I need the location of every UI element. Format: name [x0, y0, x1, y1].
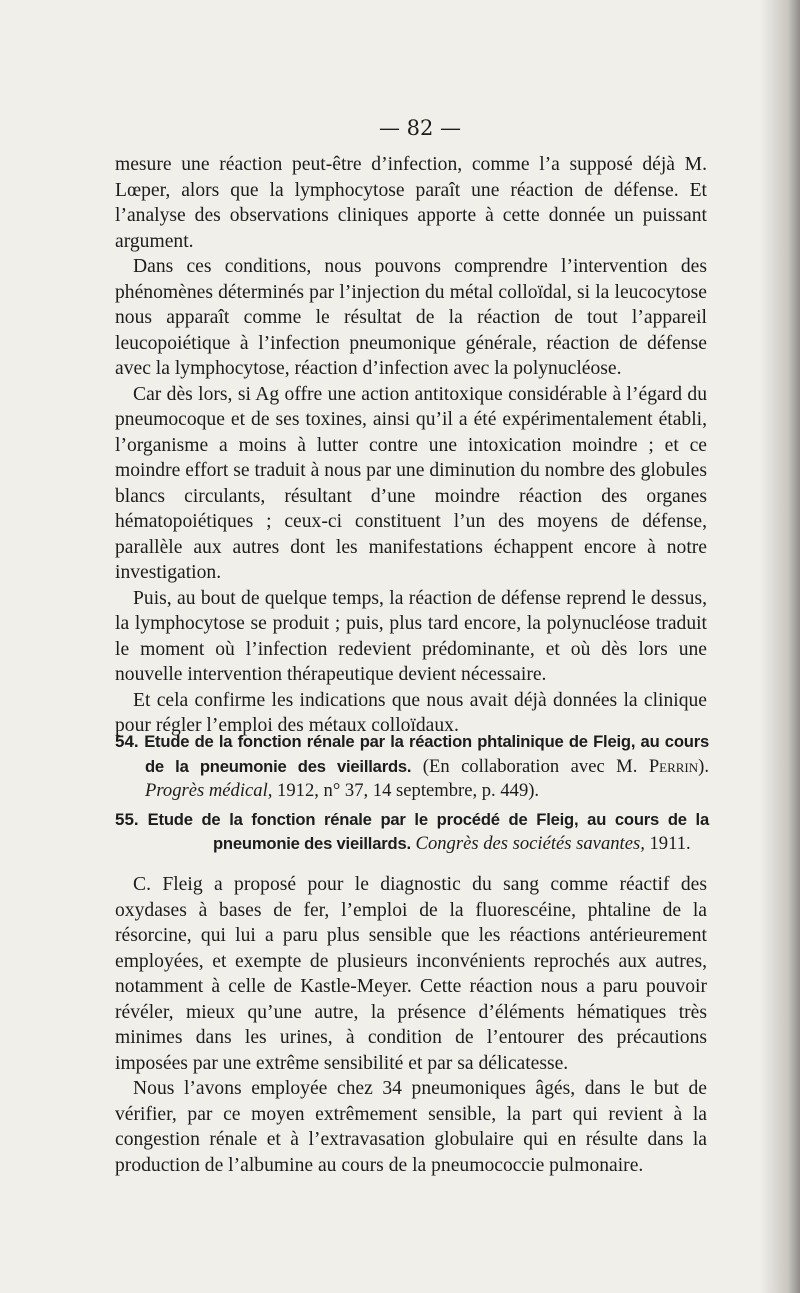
publication-journal: Progrès médical, — [145, 780, 273, 801]
publication-collab-prefix: (En collaboration avec M. — [422, 755, 638, 777]
paragraph: Et cela confirme les indications que nous avait déjà données la clinique pour régler l’emploi des métaux colloïdaux. — [115, 689, 707, 736]
section-1-text — [115, 152, 707, 739]
publication-journal: Congrès des sociétés savantes, — [415, 833, 645, 854]
publication-citation: 1912, n° 37, 14 septembre, p. 449). — [277, 780, 540, 801]
paragraph: Dans ces conditions, nous pouvons comprendre l’intervention des phénomènes déterminés par l’injection du métal colloïdal, si la leucocytose nous apparaît comme le résultat de la réaction de tout l’appareil leucopoiétique à l’infection pneumonique générale, réaction de défense avec la lymphocytose, réaction d’infection avec la polynucléose. — [115, 256, 707, 379]
paragraph: Nous l’avons employée chez 34 pneumoniques âgés, dans le but de vérifier, par ce moyen extrêmement sensible, la part qui revient à la congestion rénale et à l’extravasation globulaire qui en résulte dans la production de l’albumine au cours de la pneumococcie pulmonaire. — [115, 1078, 707, 1176]
publication-collab-name: Perrin — [648, 755, 699, 777]
publication-title: Etude de la fonction rénale par la réaction phtalinique de Fleig, au cours de la pneumonie des vieillards. — [144, 732, 709, 776]
page-number: — 82 — — [378, 116, 462, 140]
paragraph: Car dès lors, si Ag offre une action antitoxique considérable à l’égard du pneumocoque et de ses toxines, ainsi qu’il a été expérimentalement établi, l’organisme a moins à lutter contre une intoxication moindre ; et ce moindre effort se traduit à nous par une diminution du nombre des globules blancs circulants, résultant d’une moindre réaction des organes hématopoiétiques ; ceux-ci constituent l’un des moyens de défense, parallèle aux autres dont les manifestations échappent encore à notre investigation. — [115, 383, 707, 583]
publication-number: 55. — [115, 809, 139, 829]
publication-list — [115, 730, 709, 861]
section-2-text — [115, 872, 707, 1178]
publication-title: Etude de la fonction rénale par le procédé de Fleig, au cours de la pneumonie des vieillards. — [147, 809, 709, 853]
publication-entry-55 — [115, 808, 709, 857]
publication-collab-suffix: ). — [698, 755, 709, 777]
page-edge-shadow — [760, 0, 800, 1293]
publication-citation: 1911. — [649, 833, 691, 854]
publication-entry-54 — [115, 730, 709, 804]
paragraph: C. Fleig a proposé pour le diagnostic du sang comme réactif des oxydases à bases de fer, l’emploi de la fluorescéine, phtaline de la résorcine, qui lui a paru plus sensible que les réactions antérieurement employées, et exempte de plusieurs inconvénients reprochés aux autres, notamment à celle de Kastle-Meyer. Cette réaction nous a paru pouvoir révéler, mieux qu’une autre, la présence d’éléments hématiques très minimes dans les urines, à condition de l’entourer des précautions imposées par une extrême sensibilité et par sa délicatesse. — [115, 874, 707, 1074]
publication-number: 54. — [115, 732, 139, 751]
paragraph: mesure une réaction peut-être d’infection, comme l’a supposé déjà M. Lœper, alors que la lymphocytose paraît une réaction de défense. Et l’analyse des observations cliniques apporte à cette donnée un puissant argument. — [115, 154, 707, 252]
paragraph: Puis, au bout de quelque temps, la réaction de défense reprend le dessus, la lymphocytose se produit ; puis, plus tard encore, la polynucléose traduit le moment où l’infection redevient prédominante, et où dès lors une nouvelle intervention thérapeutique devient nécessaire. — [115, 587, 707, 685]
